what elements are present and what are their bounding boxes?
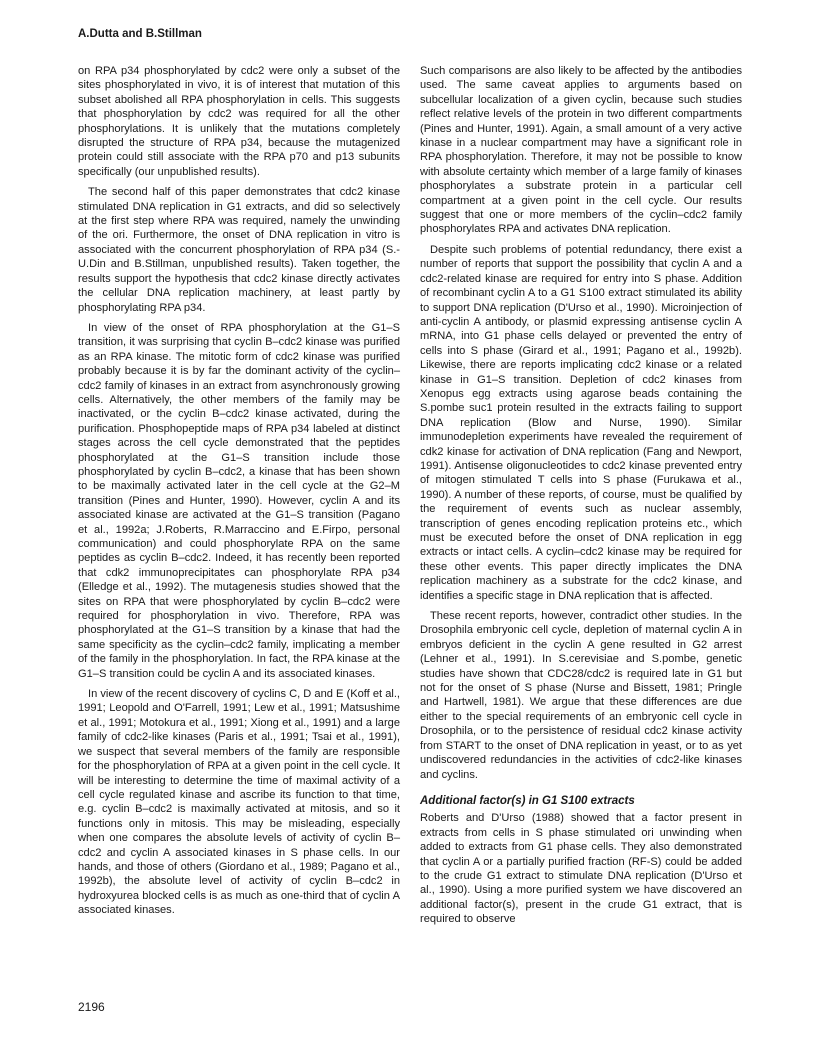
right-column — [420, 64, 742, 927]
paragraph: The second half of this paper demonstrates that cdc2 kinase stimulated DNA replication in G1 extracts, and did so selectively at the first step where RPA was required, namely the unwinding of the ori. Furthermore, the onset of DNA replication in vitro is associated with the concurrent phosphorylation of RPA p34 (S.-U.Din and B.Stillman, unpublished results). Taken together, the results support the hypothesis that cdc2 kinase directly activates the cellular DNA replication machinery, at least partly by phosphorylating RPA p34. — [78, 186, 400, 314]
paragraph: In view of the recent discovery of cyclins C, D and E (Koff et al., 1991; Leopold and O'Farrell, 1991; Lew et al., 1991; Matsushime et al., 1991; Motokura et al., 1991; Xiong et al., 1991) and a large family of cdc2-like kinases (Paris et al., 1991; Tsai et al., 1991), we suspect that several members of the family are responsible for the phosphorylation of RPA at a given point in the cell cycle. It will be interesting to determine the time of maximal activity of a cell cycle regulated kinase and ascribe its function to that time, e.g. cyclin B–cdc2 is maximally activated at mitosis, and so it functions only in mitosis. This may be misleading, especially when one compares the absolute levels of activity of cyclin B–cdc2 and cyclin A associated kinases in S phase cells. In our hands, and those of others (Giordano et al., 1989; Pagano et al., 1992b), the absolute level of activity of cyclin B–cdc2 in hydroxyurea blocked cells is as much as one-third that of cyclin A associated kinases. — [78, 688, 400, 917]
paragraph: Roberts and D'Urso (1988) showed that a factor present in extracts from cells in S phase stimulated ori unwinding when added to extracts from G1 phase cells. They also demonstrated that cyclin A or a partially purified fraction (RF-S) could be added to the crude G1 extract to stimulate DNA replication (D'Urso et al., 1990). Using a more purified system we have discovered an additional factor(s), present in the crude G1 extract, that is required to observe — [420, 812, 742, 926]
section-heading: Additional factor(s) in G1 S100 extracts — [420, 794, 635, 807]
paragraph: In view of the onset of RPA phosphorylation at the G1–S transition, it was surprising that cyclin B–cdc2 kinase was purified as an RPA kinase. The mitotic form of cdc2 kinase was purified probably because it is by far the dominant activity of the cyclin–cdc2 family of kinases in an extract from asynchronously growing cells. Alternatively, the other members of the family may be inactivated, or the cyclin B–cdc2 kinase activated, during the purification. Phosphopeptide maps of RPA p34 labeled at distinct stages across the cell cycle demonstrated that the peptides phosphorylated at the G1–S transition include those phosphorylated by cyclin B–cdc2, a kinase that has been shown to be maximally activated later in the cell cycle at the G2–M transition (Pines and Hunter, 1990). However, cyclin A and its associated kinase are activated at the G1–S transition (Pagano et al., 1992a; J.Roberts, R.Marraccino and E.Firpo, personal communication) and could phosphorylate RPA on the same peptides as cyclin B–cdc2. Indeed, it has recently been reported that cdk2 immunoprecipitates can phosphorylate RPA p34 (Elledge et al., 1992). The mutagenesis studies showed that the sites on RPA that were phosphorylated by cyclin B–cdc2 were required for phosphorylation in vivo. Therefore, RPA was phosphorylated at the G1–S transition by a kinase that had the same specificity as the cyclin–cdc2 family, implicating a member of the family in the phosphorylation. In fact, the RPA kinase at the G1–S transition could be cyclin A and its associated kinases. — [78, 321, 400, 680]
paragraph: on RPA p34 phosphorylated by cdc2 were only a subset of the sites phosphorylated in vivo, it is of interest that mutation of this subset abolished all RPA phosphorylation in cells. This suggests that phosphorylation by cdc2 was required for all the other phosphorylations. It is unlikely that the mutations completely disrupted the structure of RPA p34, because the mutagenized protein could still associate with the RPA p70 and p13 subunits specifically (our unpublished results). — [78, 65, 400, 178]
paragraph: Such comparisons are also likely to be affected by the antibodies used. The same caveat applies to arguments based on subcellular localization of a given cyclin, because such studies reflect relative levels of the protein in two different compartments (Pines and Hunter, 1991). Again, a small amount of a very active kinase in a nuclear compartment may have a significant role in RPA phosphorylation. Therefore, it may not be possible to know with absolute certainty which member of a large family of kinases phosphorylates a substrate protein in a particular cell compartment at a given point in the cell cycle. Our results suggest that one or more members of the cyclin–cdc2 family phosphorylates RPA and activates DNA replication. — [420, 65, 742, 236]
paragraph: These recent reports, however, contradict other studies. In the Drosophila embryonic cell cycle, depletion of maternal cyclin A in embryos deficient in the cyclin A gene resulted in G2 arrest (Lehner et al., 1991). In S.cerevisiae and S.pombe, genetic studies have shown that CDC28/cdc2 is required late in G1 but not for the onset of S phase (Nurse and Bissett, 1981; Pringle and Hartwell, 1981). We argue that these differences are due either to the special requirements of an embryonic cell cycle in Drosophila, or to the persistence of residual cdc2 kinase activity from START to the onset of DNA replication in yeast, or to as yet undiscovered redundancies in the activities of cdc2-like kinases and cyclins. — [420, 610, 742, 781]
paragraph: Despite such problems of potential redundancy, there exist a number of reports that support the possibility that cyclin A and a cdc2-related kinase are required for entry into S phase. Addition of recombinant cyclin A to a G1 S100 extract stimulated its ability to support DNA replication (D'Urso et al., 1990). Microinjection of anti-cyclin A antibody, or plasmid expressing antisense cyclin A mRNA, into G1 phase cells delayed or prevented the entry of cells into S phase (Girard et al., 1991; Pagano et al., 1992b). Likewise, there are reports implicating cdc2 kinase or a related kinase in G1–S transition. Depletion of cdc2 kinases from Xenopus egg extracts using agarose beads containing the S.pombe suc1 protein resulted in the extracts failing to support DNA replication (Blow and Nurse, 1990). Similar immunodepletion experiments have revealed the requirement of cdk2 kinase for activation of DNA replication (Fang and Newport, 1991). Antisense oligonucleotides to cdc2 kinase prevented entry of mitogen stimulated T cells into S phase (Furukawa et al., 1990). A number of these reports, of course, must be qualified by the requirement of events such as nuclear assembly, transcription of genes encoding replication proteins etc., which must be executed before the onset of DNA replication in egg extracts or intact cells. A cyclin–cdc2 kinase may be required for these other events. This paper directly implicates the DNA replication machinery as a substrate for the cdc2 kinase, and identifies a specific stage in DNA replication that is affected. — [420, 243, 742, 602]
running-head: A.Dutta and B.Stillman — [78, 28, 202, 40]
left-column — [78, 64, 400, 918]
page-number: 2196 — [78, 1000, 105, 1014]
